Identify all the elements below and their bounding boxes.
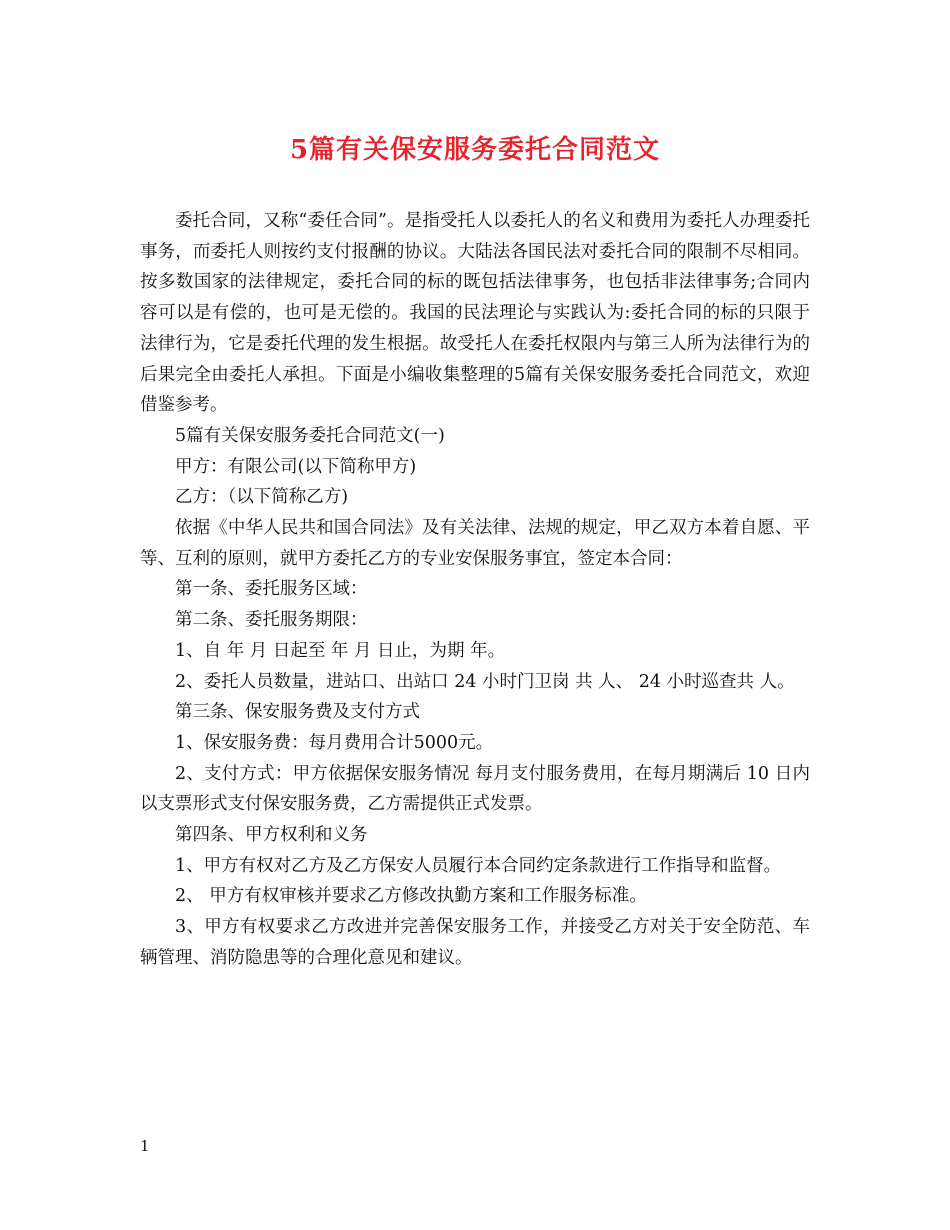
paragraph-party-a: 甲方：有限公司(以下简称甲方) [175, 456, 417, 477]
document-title: 5篇有关保安服务委托合同范文 [289, 135, 661, 165]
paragraph-article-3-item-2: 2、支付方式：甲方依据保安服务情况 每月支付服务费用，在每月期满后 10 日内以支票形式支付保安服务费，乙方需提供正式发票。 [140, 763, 810, 815]
paragraph-intro: 委托合同，又称“委任合同”。是指受托人以委托人的名义和费用为委托人办理委托事务，而委托人则按约支付报酬的协议。大陆法各国民法对委托合同的限制不尽相同。按多数国家的法律规定，委托合同的标的既包括法律事务，也包括非法律事务;合同内容可以是有偿的，也可是无偿的。我国的民法理论与实践认为:委托合同的标的只限于法律行为，它是委托代理的发生根据。故受托人在委托权限内与第三人所为法律行为的后果完全由委托人承担。下面是小编收集整理的5篇有关保安服务委托合同范文，欢迎借鉴参考。 [140, 211, 810, 416]
paragraph-subtitle: 5篇有关保安服务委托合同范文(一) [175, 425, 445, 446]
page-number: 1 [140, 1137, 150, 1155]
paragraph-article-4-item-1: 1、甲方有权对乙方及乙方保安人员履行本合同约定条款进行工作指导和监督。 [175, 855, 782, 876]
paragraph-article-4-item-3: 3、甲方有权要求乙方改进并完善保安服务工作，并接受乙方对关于安全防范、车辆管理、消防隐患等的合理化意见和建议。 [140, 917, 810, 968]
paragraph-article-2: 第二条、委托服务期限： [175, 610, 368, 631]
paragraph-article-4-item-2: 2、 甲方有权审核并要求乙方修改执勤方案和工作服务标准。 [175, 886, 647, 907]
paragraph-article-3-item-1: 1、保安服务费：每月费用合计5000元。 [175, 732, 494, 753]
paragraph-article-4: 第四条、甲方权利和义务 [175, 825, 368, 846]
paragraph-article-1: 第一条、委托服务区域： [175, 579, 368, 600]
paragraph-basis: 依据《中华人民共和国合同法》及有关法律、法规的规定，甲乙双方本着自愿、平等、互利的原则，就甲方委托乙方的专业安保服务事宜，签定本合同： [140, 518, 810, 569]
paragraph-article-2-item-2: 2、委托人员数量，进站口、出站口 24 小时门卫岗 共 人、 24 小时巡查共 人。 [175, 671, 795, 692]
paragraph-article-2-item-1: 1、自 年 月 日起至 年 月 日止，为期 年。 [175, 640, 506, 661]
paragraph-article-3: 第三条、保安服务费及支付方式 [175, 702, 420, 723]
document-body [140, 206, 810, 974]
paragraph-party-b: 乙方：（以下简称乙方) [175, 487, 349, 508]
